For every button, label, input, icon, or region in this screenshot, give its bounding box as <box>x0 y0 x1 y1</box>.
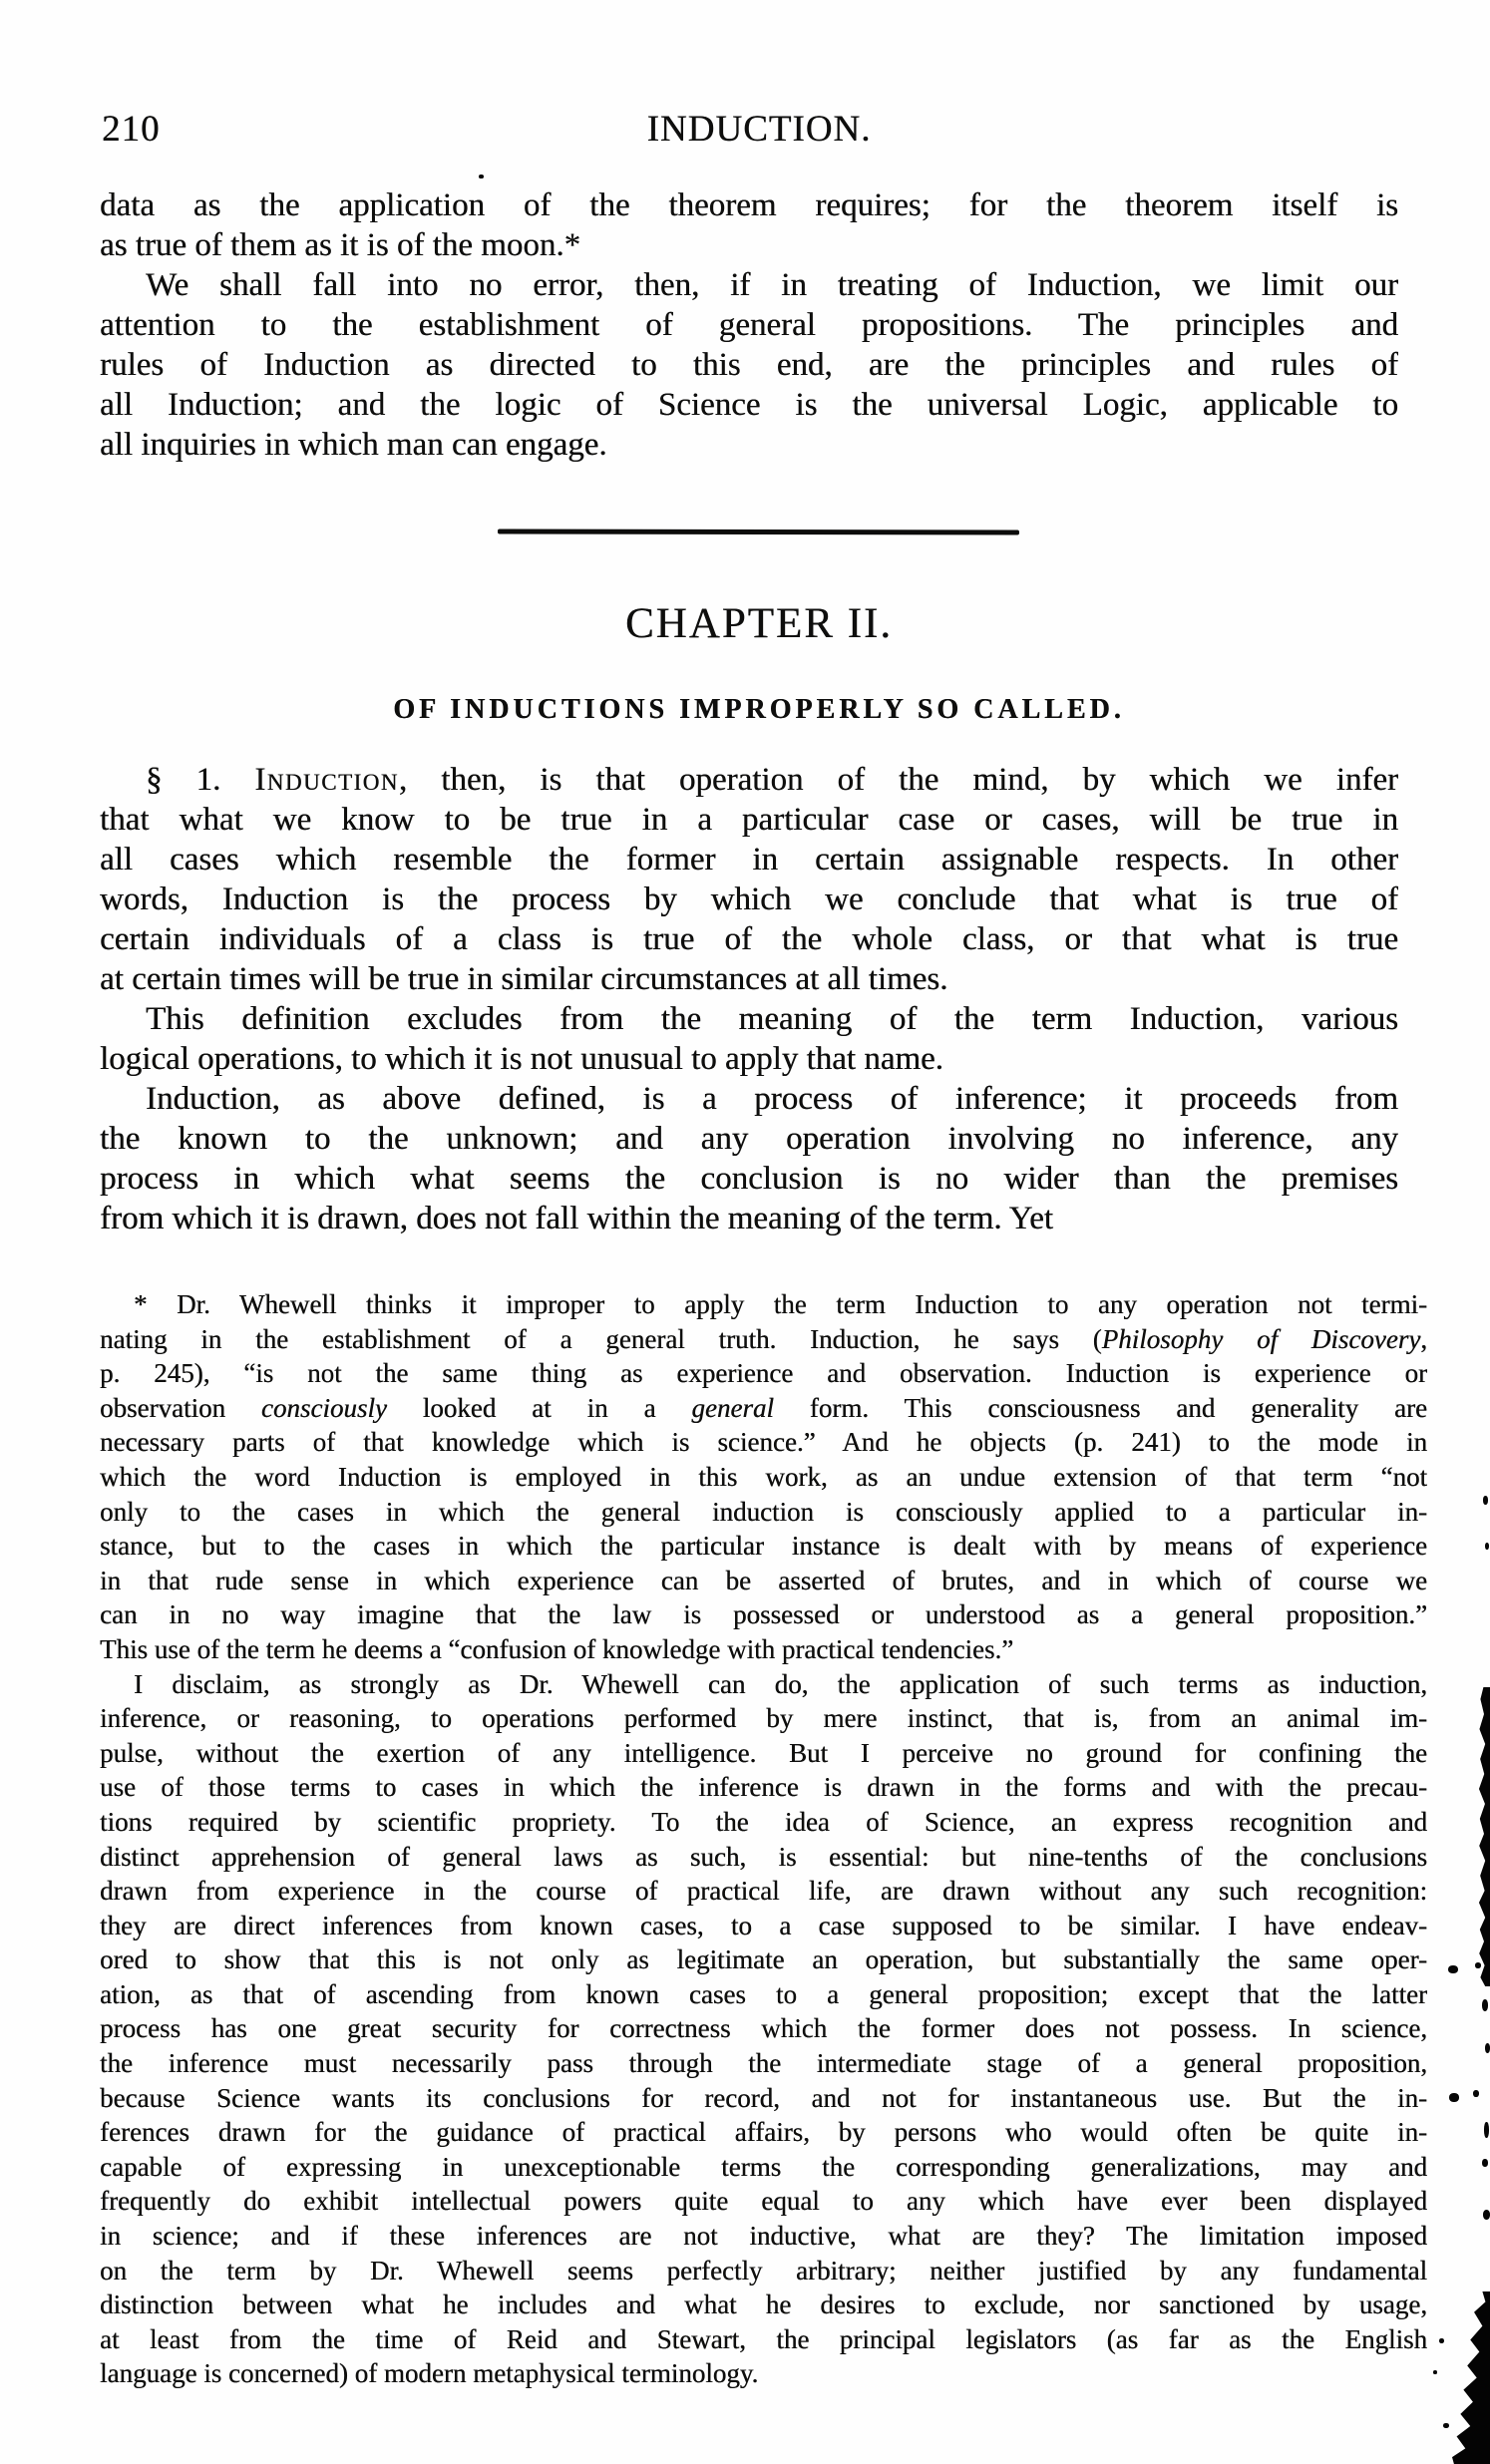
text-line: stance, but to the cases in which the particular instance is dealt with by means of experience <box>100 1531 1427 1562</box>
text-line: process in which what seems the conclusion is no wider than the premises <box>100 1161 1398 1197</box>
text-line: We shall fall into no error, then, if in treating of Induction, we limit our <box>146 267 1398 303</box>
text-line: observation consciously looked at in a general form. This consciousness and generality are <box>100 1392 1427 1423</box>
text-line: logical operations, to which it is not unusual to apply that name. <box>100 1041 943 1077</box>
footnote-paragraph <box>100 1667 1427 2391</box>
text-line: all inquiries in which man can engage. <box>100 427 607 463</box>
scan-speck <box>1473 2090 1479 2097</box>
text-line: the known to the unknown; and any operation involving no inference, any <box>100 1121 1398 1157</box>
text-line: This use of the term he deems a “confusion of knowledge with practical tendencies.” <box>100 1633 1014 1664</box>
text-line: use of those terms to cases in which the inference is drawn in the forms and with the precau- <box>100 1772 1427 1803</box>
chapter-body-text <box>100 760 1398 1238</box>
text-line: certain individuals of a class is true of the whole class, or that what is true <box>100 921 1398 957</box>
chapter-subheading: OF INDUCTIONS IMPROPERLY SO CALLED. <box>393 694 1125 725</box>
scan-speck <box>1485 1543 1489 1550</box>
scan-speck <box>1443 2423 1449 2428</box>
text-line: ferences drawn for the guidance of practical affairs, by persons who would often be quite in- <box>100 2117 1427 2148</box>
text-line: all cases which resemble the former in certain assignable respects. In other <box>100 842 1398 878</box>
text-line: frequently do exhibit intellectual powers quite equal to any which have ever been displayed <box>100 2186 1427 2217</box>
text-line: drawn from experience in the course of practical life, are drawn without any such recognition: <box>100 1876 1427 1907</box>
text-line: the inference must necessarily pass through the intermediate stage of a general proposition, <box>100 2048 1427 2079</box>
text-line: data as the application of the theorem requires; for the theorem itself is <box>100 187 1398 223</box>
paragraph <box>100 999 1398 1079</box>
text-line: can in no way imagine that the law is possessed or understood as a general proposition.” <box>100 1599 1427 1630</box>
text-line: in science; and if these inferences are not inductive, what are they? The limitation imposed <box>100 2221 1427 2252</box>
section-divider-rule <box>498 528 1019 534</box>
page-number: 210 <box>102 109 161 150</box>
scan-edge-artifact <box>1478 1687 1490 1986</box>
text-line: from which it is drawn, does not fall within the meaning of the term. Yet <box>100 1201 1053 1236</box>
text-line: ation, as that of ascending from known cases to a general proposition; except that the latter <box>100 1978 1427 2009</box>
scan-speck <box>1483 1496 1488 1505</box>
text-line: attention to the establishment of general propositions. The principles and <box>100 307 1398 343</box>
text-line: process has one great security for correctness which the former does not possess. In science, <box>100 2013 1427 2044</box>
text-line: Induction, as above defined, is a process of inference; it proceeds from <box>146 1081 1398 1117</box>
text-line: This definition excludes from the meaning of the term Induction, various <box>146 1001 1398 1037</box>
text-line: nating in the establishment of a general truth. Induction, he says (Philosophy of Discovery, <box>100 1323 1427 1354</box>
footnote-text <box>100 1287 1427 2391</box>
text-line: necessary parts of that knowledge which is science.” And he objects (p. 241) to the mode in <box>100 1427 1427 1458</box>
scan-edge-artifact <box>1452 2291 1490 2464</box>
text-line: rules of Induction as directed to this end, are the principles and rules of <box>100 347 1398 383</box>
text-line: words, Induction is the process by which we conclude that what is true of <box>100 881 1398 917</box>
text-line: at least from the time of Reid and Stewart, the principal legislators (as far as the English <box>100 2323 1427 2354</box>
text-line: tions required by scientific propriety. To the idea of Science, an express recognition and <box>100 1806 1427 1837</box>
text-line: all Induction; and the logic of Science is the universal Logic, applicable to <box>100 387 1398 423</box>
text-line: on the term by Dr. Whewell seems perfectly arbitrary; neither justified by any fundamental <box>100 2255 1427 2286</box>
text-line: as true of them as it is of the moon.* <box>100 227 581 263</box>
scan-speck <box>1475 1962 1481 1968</box>
scan-speck <box>1484 2122 1489 2138</box>
running-title: INDUCTION. <box>646 109 872 150</box>
scan-speck <box>1485 2043 1490 2053</box>
page-header <box>100 108 1418 156</box>
scan-speck <box>1482 1999 1488 2011</box>
text-line: at certain times will be true in similar circumstances at all times. <box>100 961 948 997</box>
text-line: which the word Induction is employed in this work, as an undue extension of that term “not <box>100 1461 1427 1492</box>
text-line: they are direct inferences from known cases, to a case supposed to be similar. I have endeav- <box>100 1910 1427 1940</box>
paragraph <box>100 185 1398 265</box>
text-line: inference, or reasoning, to operations performed by mere instinct, that is, from an animal im- <box>100 1703 1427 1734</box>
text-line: p. 245), “is not the same thing as experience and observation. Induction is experience or <box>100 1358 1427 1389</box>
intro-continuation-text <box>100 185 1398 465</box>
paragraph <box>100 1079 1398 1238</box>
text-line: ored to show that this is not only as legitimate an operation, but substantially the same oper- <box>100 1944 1427 1975</box>
text-line: capable of expressing in unexceptionable terms the corresponding generalizations, may and <box>100 2151 1427 2182</box>
text-line: because Science wants its conclusions for record, and not for instantaneous use. But the in- <box>100 2082 1427 2113</box>
scan-speck <box>1448 1965 1458 1973</box>
text-line: distinction between what he includes and what he desires to exclude, nor sanctioned by usage, <box>100 2289 1427 2320</box>
text-line: § 1. Induction, then, is that operation of the mind, by which we infer <box>146 762 1398 798</box>
scan-speck <box>1482 2159 1488 2167</box>
chapter-heading: CHAPTER II. <box>624 600 894 647</box>
text-line: only to the cases in which the general induction is consciously applied to a particular in- <box>100 1496 1427 1527</box>
text-line: in that rude sense in which experience can be asserted of brutes, and in which of course we <box>100 1565 1427 1595</box>
text-line: language is concerned) of modern metaphysical terminology. <box>100 2358 759 2389</box>
text-line: distinct apprehension of general laws as such, is essential: but nine-tenths of the conclusions <box>100 1841 1427 1872</box>
text-line: pulse, without the exertion of any intelligence. But I perceive no ground for confining the <box>100 1737 1427 1768</box>
paragraph <box>100 760 1398 999</box>
text-line: * Dr. Whewell thinks it improper to apply the term Induction to any operation not termi- <box>134 1289 1427 1319</box>
text-line: that what we know to be true in a particular case or cases, will be true in <box>100 802 1398 838</box>
paragraph <box>100 265 1398 465</box>
scan-speck <box>1439 2338 1444 2343</box>
footnote-paragraph <box>100 1287 1427 1667</box>
scan-speck <box>479 175 484 178</box>
text-line: I disclaim, as strongly as Dr. Whewell can do, the application of such terms as induction, <box>134 1668 1427 1699</box>
scan-speck <box>1449 2093 1459 2102</box>
scan-speck <box>1483 2210 1490 2220</box>
scan-speck <box>1433 2370 1437 2374</box>
